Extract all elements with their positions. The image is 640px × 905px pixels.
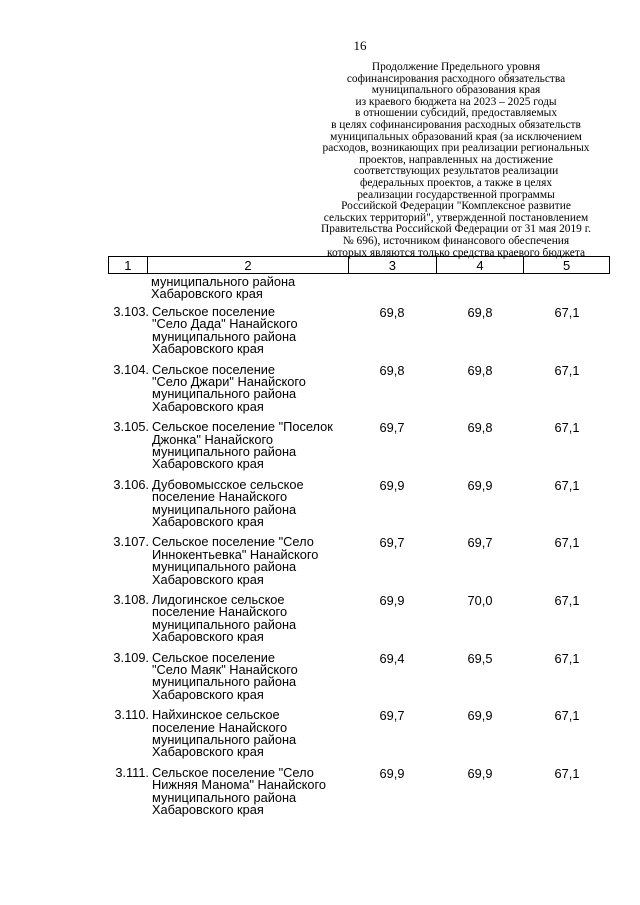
- municipality-name-line: муниципального района: [152, 328, 297, 344]
- municipality-name-line: Хабаровского края: [152, 744, 264, 760]
- caption-line: муниципального образования края: [371, 84, 541, 97]
- value-v3: 69,8: [379, 362, 405, 378]
- value-v5: 67,1: [554, 650, 580, 666]
- value-v3: 69,4: [379, 650, 405, 666]
- caption-line: проектов, направленных на достижение: [359, 153, 553, 166]
- column-header-3: 3: [348, 257, 436, 273]
- caption-line: в целях софинансирования расходных обязательств: [331, 118, 581, 131]
- municipality-name-line: Дубовомысское сельское: [152, 476, 304, 492]
- municipality-name-line: муниципального района: [152, 444, 297, 459]
- value-v3: 69,9: [379, 592, 405, 608]
- caption-line: сельских территорий", утвержденной постановлением: [323, 211, 589, 224]
- municipality-name-line: Хабаровского края: [152, 398, 264, 414]
- caption-line: софинансирования расходного обязательства: [346, 72, 566, 85]
- municipality-name-line: "Село Маяк" Нанайского: [152, 661, 298, 677]
- municipality-name-line: "Село Дада" Нанайского: [152, 316, 298, 332]
- municipality-name-line: Хабаровского края: [152, 341, 264, 357]
- value-v4: 69,9: [467, 765, 493, 781]
- municipality-name-line: Сельское поселение: [152, 649, 276, 665]
- value-v5: 67,1: [554, 362, 580, 378]
- municipality-name-line: Хабаровского края: [152, 801, 264, 817]
- row-number: 3.106.: [113, 476, 149, 492]
- value-v5: 67,1: [554, 708, 580, 724]
- caption-line: Российской Федерации "Комплексное развитие: [341, 200, 571, 213]
- municipality-name-line: Сельское поселение "Поселок: [152, 419, 333, 435]
- continued-row-text: [151, 276, 295, 301]
- municipality-name-line: Хабаровского края: [152, 629, 264, 645]
- value-v5: 67,1: [554, 765, 580, 781]
- table-row: [108, 764, 610, 825]
- column-header-2: 2: [147, 257, 348, 273]
- municipality-name-line: Джонка" Нанайского: [152, 431, 273, 447]
- caption-line: муниципальных образований края (за исключением: [330, 130, 582, 143]
- value-v4: 69,8: [467, 362, 493, 378]
- table-row: [108, 421, 610, 479]
- caption-line: федеральных проектов, а также в целях: [359, 176, 553, 189]
- municipality-name-line: Хабаровского края: [152, 571, 264, 587]
- municipality-name-line: Хабаровского края: [152, 686, 264, 702]
- value-v4: 69,9: [467, 477, 493, 493]
- municipality-name: [150, 764, 348, 825]
- municipality-name-line: муниципального района: [152, 731, 297, 747]
- column-header-row: [108, 256, 610, 274]
- caption-line: расходов, возникающих при реализации региональных: [322, 142, 590, 155]
- municipality-name-line: муниципального района: [152, 501, 297, 517]
- municipality-name: [150, 306, 348, 364]
- value-v5: 67,1: [554, 535, 580, 551]
- table-row: [108, 306, 610, 364]
- municipality-name-line: муниципального района: [152, 559, 297, 575]
- caption-line: реализации государственной программы: [357, 188, 555, 201]
- municipality-name-line: муниципального района: [152, 616, 297, 632]
- municipality-name-line: поселение Нанайского: [152, 604, 288, 620]
- caption-line: Правительства Российской Федерации от 31 мая 2019 г.: [321, 223, 591, 236]
- column-header-5: 5: [523, 257, 609, 273]
- table-row: [108, 536, 610, 594]
- caption-line: из краевого бюджета на 2023 – 2025 годы: [355, 95, 557, 108]
- municipality-name: [150, 649, 348, 710]
- row-number: 3.110.: [114, 707, 149, 723]
- row-number: 3.104.: [113, 361, 149, 377]
- municipality-name-line: муниципального района: [152, 789, 297, 805]
- municipality-name: [150, 476, 348, 537]
- municipality-name: [150, 709, 348, 767]
- value-v3: 69,7: [379, 708, 405, 724]
- value-v3: 69,8: [379, 305, 405, 320]
- page-number: 16: [353, 38, 367, 53]
- value-v5: 67,1: [554, 592, 580, 608]
- column-header-4: 4: [436, 257, 524, 273]
- municipality-name-line: Иннокентьевка" Нанайского: [152, 546, 319, 562]
- continued-line: Хабаровского края: [151, 286, 263, 302]
- value-v4: 69,8: [467, 305, 493, 320]
- municipality-name-line: поселение Нанайского: [152, 719, 288, 735]
- value-v4: 69,5: [467, 650, 493, 666]
- row-number: 3.107.: [113, 534, 149, 550]
- municipality-name: [150, 361, 348, 422]
- continued-line: муниципального района: [151, 274, 296, 289]
- table-row: [108, 709, 610, 767]
- row-number: 3.105.: [113, 419, 149, 435]
- municipality-name-line: муниципального района: [152, 386, 297, 402]
- table-row: [108, 361, 610, 422]
- caption-line: которых являются только средства краевого бюджета: [326, 246, 586, 259]
- row-number: 3.108.: [113, 591, 149, 607]
- municipality-name: [150, 536, 348, 594]
- value-v5: 67,1: [554, 477, 580, 493]
- municipality-name-line: Хабаровского края: [152, 514, 264, 529]
- municipality-name-line: Лидогинское сельское: [152, 591, 285, 607]
- value-v5: 67,1: [554, 420, 580, 436]
- table-row: [108, 649, 610, 710]
- row-number: 3.109.: [113, 649, 149, 665]
- value-v4: 69,7: [467, 535, 493, 551]
- caption-line: в отношении субсидий, предоставляемых: [354, 107, 558, 120]
- municipality-name-line: поселение Нанайского: [152, 489, 288, 505]
- value-v4: 70,0: [467, 592, 493, 608]
- municipality-name: [150, 591, 348, 652]
- value-v4: 69,8: [467, 420, 493, 436]
- caption-line: соответствующих результатов реализации: [353, 165, 559, 178]
- row-number: 3.103.: [113, 304, 149, 319]
- table-caption: [296, 62, 616, 259]
- column-header-1: 1: [124, 257, 132, 273]
- value-v3: 69,7: [379, 535, 405, 551]
- municipality-name-line: Сельское поселение: [152, 361, 276, 377]
- caption-line: Продолжение Предельного уровня: [371, 61, 541, 73]
- table-body: [108, 306, 610, 824]
- caption-line: № 696), источником финансового обеспечения: [342, 234, 570, 247]
- value-v5: 67,1: [554, 305, 580, 320]
- municipality-name-line: Найхинское сельское: [152, 707, 280, 723]
- municipality-name-line: Сельское поселение "Село: [152, 764, 314, 780]
- municipality-name-line: Нижняя Манома" Нанайского: [152, 777, 327, 793]
- value-v3: 69,9: [379, 477, 405, 493]
- value-v3: 69,9: [379, 765, 405, 781]
- municipality-name-line: Хабаровского края: [152, 456, 264, 472]
- municipality-name-line: "Село Джари" Нанайского: [152, 374, 306, 389]
- row-number: 3.111.: [115, 764, 149, 780]
- municipality-name-line: Сельское поселение "Село: [152, 534, 314, 550]
- table-row: [108, 591, 610, 652]
- table-row: [108, 476, 610, 537]
- municipality-name-line: Сельское поселение: [152, 304, 276, 319]
- value-v4: 69,9: [467, 708, 493, 724]
- municipality-name: [150, 421, 348, 479]
- value-v3: 69,7: [379, 420, 405, 436]
- municipality-name-line: муниципального района: [152, 674, 297, 690]
